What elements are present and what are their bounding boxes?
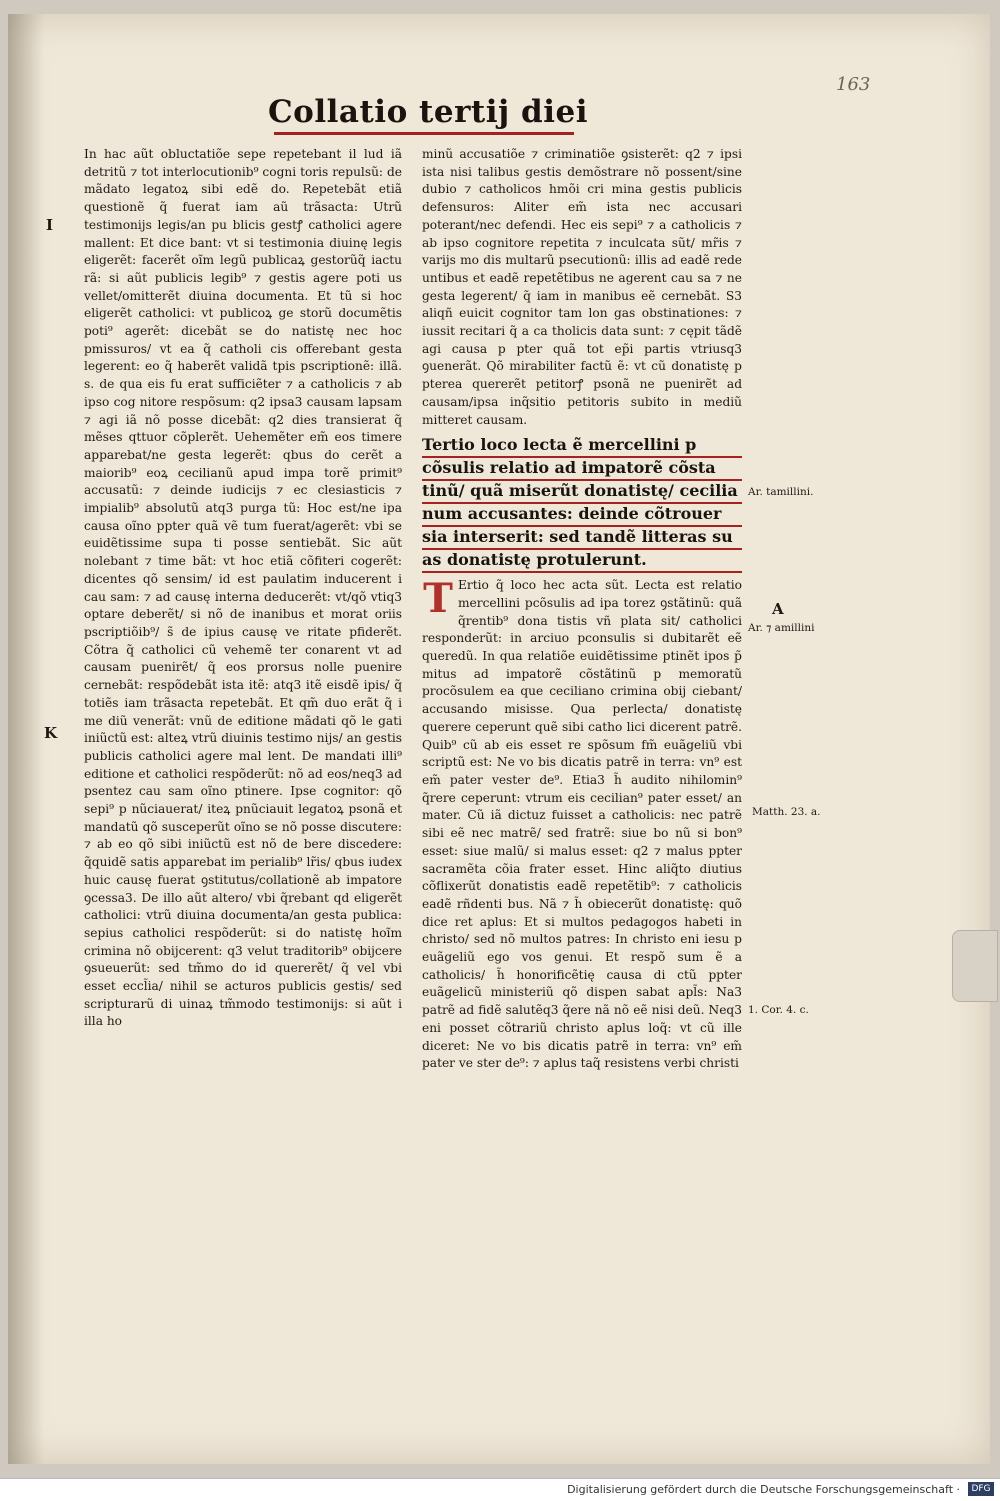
rubric-line: as donatistę protulerunt. bbox=[422, 550, 742, 573]
decorated-initial: T bbox=[423, 575, 453, 623]
rubric-line: num accusantes: deinde cõtrouer bbox=[422, 504, 742, 527]
rubric-line: Tertio loco lecta ẽ mercellini p bbox=[422, 435, 742, 458]
page-heading: Collatio tertij diei bbox=[268, 94, 588, 130]
digitization-footer bbox=[0, 1478, 1000, 1501]
rubric-line: sia interserit: sed tandẽ litteras su bbox=[422, 527, 742, 550]
right-paragraph-2: Ertio q̃ loco hec acta sũt. Lecta est relatio mercellini pcõsulis ad ipa torez ꝯstãtinũ: quã q̃rentib⁹ dona tistis vñ plata sit/ catholici responderũt: in arciuo pconsulis si dubitarẽt eẽ queredũ. In qua relatiõe euidẽtissime ptinẽt ipos p̃ mitus ad impatorẽ cõstãtinũ p memoratũ procõsulem ea que ceciliano crimina obij ciebant/ accusando misisse. Qua perlecta/ donatistę querere ceperunt quẽ sibi catho lici dicerent patrẽ. Quib⁹ cũ ab eis esset re spõsum fm̃ euãgeliũ vbi scriptũ est: Ne vo bis dicatis patrẽ in terra: vn⁹ est em̃ pater vester de⁹. Etia3 h̃ audito nihilomin⁹ q̃rere ceperunt: vtrum eis cecilian⁹ pater esset/ an mater. Cũ iã dictuz fuisset a catholicis: nec patrẽ sibi eẽ nec matrẽ/ sed fratrẽ: siue bo nũ si bon⁹ esset: siue malũ/ si malus esset: q2 ⁊ malus ppter sacramẽta cõia frater esset. Hinc aliq̃to diutius cõflixerũt donatistis eadẽ repetẽtib⁹: ⁊ catholicis eadẽ rñdenti bus. Nã ⁊ h̃ obiecerũt donatistę: quõ dice ret aplus: Et si multos pedagogos habeti in christo/ sed nõ multos patres: In christo eni iesu p euãgeliũ ego vos genui. Et respõ sum ẽ a catholicis/ h̃ honorificẽtię causa di ctũ ppter euãgelicũ ministeriũ qõ dispen sabat apl̃s: Na3 patrẽ ad fidẽ salutẽq3 q̃ere nã nõ eẽ nisi deũ. Neq3 eni posset cõtrariũ christo aplus loq̃: vt cũ ille diceret: Ne vo bis dicatis patrẽ in terra: vn⁹ em̃ pater ve ster de⁹: ⁊ aplus taq̃ resistens verbi christi bbox=[422, 578, 742, 1071]
rubric-line: cõsulis relatio ad impatorẽ cõsta bbox=[422, 458, 742, 481]
margin-note-matth: Matth. 23. a. bbox=[752, 806, 821, 818]
rubric-line: tinũ/ quã miserũt donatistę/ cecilia bbox=[422, 481, 742, 504]
gutter-shadow bbox=[8, 14, 44, 1464]
margin-note-cor: 1. Cor. 4. c. bbox=[748, 1004, 809, 1016]
left-paragraph: In hac aũt obluctatiõe sepe repetebant il lud iã detritũ ⁊ tot interlocutionib⁹ cogni toris repulsũ: de mãdato legatoꝝ sibi edẽ do. Repetebãt etiã questionẽ q̃ fuerat iam aũ trãsacta: Utrũ testimonijs legis/an pu blicis gestꝭ catholici agere mallent: Et dice bant: vt si testimonia diuinę legis eligerẽt: facerẽt oĩm legũ publicaꝝ gestorũq̃ iactu rã: si aũt publicis legib⁹ ⁊ gestis agere poti us vellet/omitterẽt diuina documenta. Et tũ si hoc eligerẽt catholici: vt publicoꝝ ge storũ documẽtis poti⁹ agerẽt: dicebãt se do natistę nec hoc pmissuros/ vt ea q̃ catholi cis offerebant gesta legerent: eo q̃ haberẽt validã tpis pscriptionẽ: illã. s. de qua eis fu erat sufficiẽter ⁊ a catholicis ⁊ ab ipso cog nitore respõsum: q2 ipsa3 causam lapsam ⁊ agi iã nõ posse dicebãt: q2 dies transierat q̃ mẽses qttuor cõplerẽt. Uehemẽter em̃ eos timere apparebat/ne gesta legerẽt: qbus do cerẽt a maiorib⁹ eoꝝ cecilianũ apud impa torẽ primit⁹ accusatũ: ⁊ deinde iudicijs ⁊ ec clesiasticis ⁊ impialib⁹ absolutũ atq3 purga tũ: Hoc est/ne ipa causa oĩno ppter quã vẽ tum fuerat/agerẽt: vbi se euidẽtissime supa ti posse sentiebãt. Sic aũt nolebant ⁊ time bãt: vt hoc etiã cõfiteri cogerẽt: dicentes qõ sensim/ id est paulatim inducerent i cau sam: ⁊ ad causę interna deducerẽt: vt/qõ vtiq3 optare deberẽt/ si nõ de inanibus et morat oriis pscriptiõib⁹/ s̃ de ipius causę ve ritate pfiderẽt. Cõtra q̃ catholici cũ vehemẽ ter conarent vt ad causam puenirẽt/ q̃ eos prorsus nolle puenire cernebãt: respõdebãt ista itẽ: atq3 itẽ eisdẽ ipis/ q̃ totiẽs iam trãsacta repetebãt. Et qm̃ duo erãt q̃ i me diũ venerãt: vnũ de editione mãdati qõ le gati iniũctũ est: alteꝝ vtrũ diuinis testimo nijs/ an gestis publicis catholici agere mal lent. De mandati illi⁹ editione et catholici respõderũt: nõ ad eos/neq3 ad psentez cau sam oĩno ptinere. Ipse cognitor: qõ sepi⁹ p nũciauerat/ iteꝝ pnũciauit legatoꝝ psonã et mandatũ qõ susceperũt oĩno se nõ posse discutere: ⁊ ab eo qõ sibi iniũctũ est nõ de bere discedere: q̃quidẽ satis apparebat im perialib⁹ lr̃is/ qbus iudex huic causę fuerat ꝯstitutus/collationẽ ab impatore ꝯcessa3. De illo aũt altero/ vbi q̃rebant qd eligerẽt catholici: vtrũ diuina documenta/an gesta publica: sepius catholici respõderũt: si do natistę hoĩm crimina nõ obijcerent: q3 velut traditorib⁹ obijcere ꝯsueuerũt: sed tm̃mo do id quererẽt/ q̃ vel vbi esset eccl̃ia/ nihil se acturos publicis gestis/ sed scripturarũ di uinaꝝ tm̃modo testimonijs: si aũt i illa ho bbox=[84, 147, 402, 1029]
right-paragraph-1: minũ accusatiõe ⁊ criminatiõe ꝯsisterẽt: q2 ⁊ ipsi ista nisi talibus gestis demõstrare nõ possent/sine dubio ⁊ catholicos hmõi cri mina gestis publicis defensuros: Aliter em̃ ista nec accusari poterant/nec defendi. Hec eis sepi⁹ ⁊ a catholicis ⁊ ab ipso cognitore repetita ⁊ inculcata sũt/ mr̃is ⁊ varijs mo dis multarũ psecutionũ: illis ad eadẽ rede untibus et eadẽ repetẽtibus ne agerent cau sa ⁊ ne gesta legerent/ q̃ iam in manibus eẽ cernebãt. S3 aliqñ euicit cognitor tam lon gas obstinationes: ⁊ iussit recitari q̃ a ca tholicis data sunt: ⁊ cępit tãdẽ agi causa p pter quã tot ep̃i partis vtriusq3 ꝯuenerãt. Qõ mirabiliter factũ ẽ: vt cũ donatistę p pterea quererẽt petitorꝭ psonã ne puenirẽt ad causam/ipsa inq̃sitio petitoris subito in mediũ mitteret causam. bbox=[422, 147, 742, 427]
heading-block bbox=[268, 92, 588, 140]
funding-notice: Digitalisierung gefördert durch die Deutsche Forschungsgemeinschaft · bbox=[567, 1483, 960, 1496]
margin-letter-k: K bbox=[44, 724, 58, 742]
margin-letter-a: A bbox=[772, 600, 784, 618]
margin-note-ar-1: Ar. tamillini. bbox=[748, 486, 814, 498]
section-rubric-title bbox=[422, 435, 742, 573]
book-clasp bbox=[952, 930, 998, 1002]
dfg-logo: DFG bbox=[968, 1482, 994, 1496]
margin-letter-i: I bbox=[46, 216, 54, 234]
left-column bbox=[84, 146, 402, 1196]
right-column bbox=[422, 146, 742, 1196]
folio-number: 163 bbox=[836, 74, 871, 95]
margin-note-ar-2: Ar. ⁊ amillini bbox=[748, 622, 815, 634]
heading-underline bbox=[274, 132, 574, 135]
